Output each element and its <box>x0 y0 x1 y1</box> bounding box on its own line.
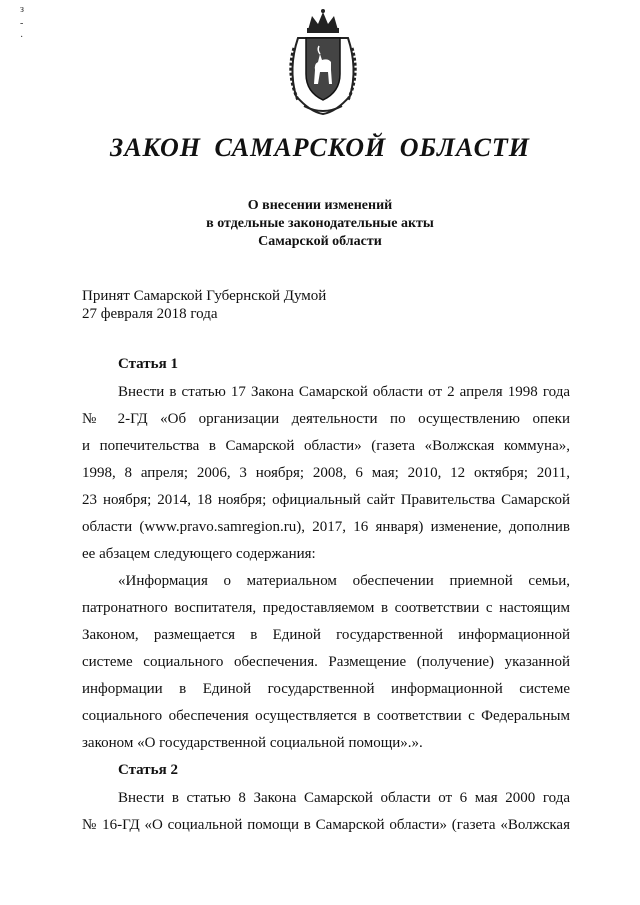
scan-mark: · <box>20 32 24 43</box>
body-line: информации в Единой государственной информационной системе <box>82 681 570 697</box>
scan-mark: - <box>20 18 24 29</box>
body-line: ее абзацем следующего содержания: <box>82 546 316 562</box>
body-line: Внести в статью 8 Закона Самарской области от 6 мая 2000 года <box>118 790 570 806</box>
body-line: патронатного воспитателя, предоставляемом в соответствии с настоящим <box>82 600 570 616</box>
coat-of-arms-icon <box>284 8 362 116</box>
body-line: системе социального обеспечения. Размещение (получение) указанной <box>82 654 570 670</box>
adoption-info <box>82 287 326 323</box>
subtitle-line: Самарской области <box>258 234 382 249</box>
body-line: и попечительства в Самарской области» (газета «Волжская коммуна», <box>82 438 570 454</box>
body-line: Законом, размещается в Единой государственной информационной <box>82 627 570 643</box>
law-title: ЗАКОН САМАРСКОЙ ОБЛАСТИ <box>109 133 531 162</box>
scan-mark: з <box>20 4 24 15</box>
body-line: социального обеспечения осуществляется в соответствии с Федеральным <box>82 708 570 724</box>
article-heading: Статья 2 <box>118 762 178 778</box>
body-line: «Информация о материальном обеспечении приемной семьи, <box>118 573 570 589</box>
body-line: № 16-ГД «О социальной помощи в Самарской области» (газета «Волжская <box>82 817 570 833</box>
adoption-date: 27 февраля 2018 года <box>82 306 218 322</box>
article-heading: Статья 1 <box>118 356 178 372</box>
body-line: 23 ноября; 2014, 18 ноября; официальный сайт Правительства Самарской <box>82 492 570 508</box>
subtitle-line: в отдельные законодательные акты <box>206 216 434 231</box>
body-line: 1998, 8 апреля; 2006, 3 ноября; 2008, 6 мая; 2010, 12 октября; 2011, <box>82 465 570 481</box>
subtitle-line: О внесении изменений <box>247 198 393 213</box>
body-line: законом «О государственной социальной помощи».». <box>82 735 423 751</box>
law-subtitle <box>0 197 640 251</box>
body-line: Внести в статью 17 Закона Самарской области от 2 апреля 1998 года <box>118 384 570 400</box>
adoption-line: Принят Самарской Губернской Думой <box>82 288 327 304</box>
body-line: области (www.pravo.samregion.ru), 2017, 16 января) изменение, дополнив <box>82 519 570 535</box>
body-line: № 2-ГД «Об организации деятельности по осуществлению опеки <box>82 411 570 427</box>
